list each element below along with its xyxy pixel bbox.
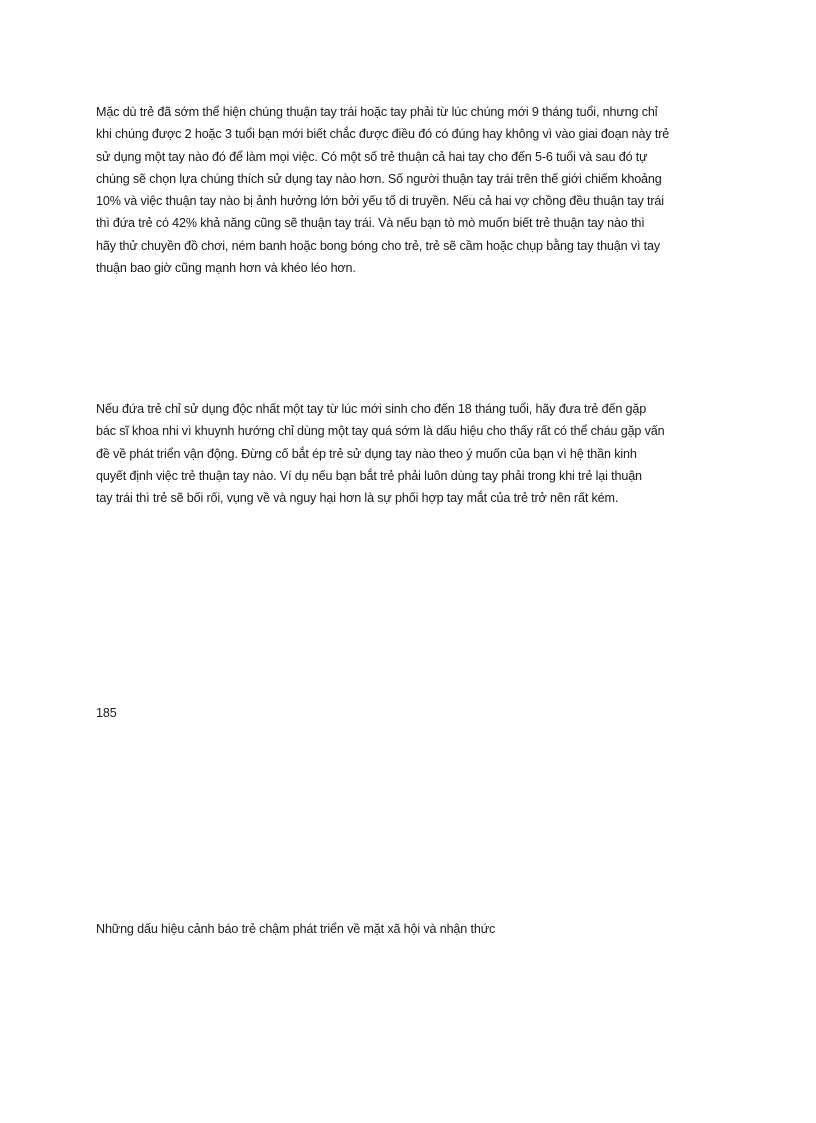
- text-line: bác sĩ khoa nhi vì khuynh hướng chỉ dùng một tay quá sớm là dấu hiệu cho thấy rất có thể cháu gặp vấn: [96, 424, 665, 439]
- text-line: Nếu đứa trẻ chỉ sử dụng độc nhất một tay từ lúc mới sinh cho đến 18 tháng tuổi, hãy đưa trẻ đến gặp: [96, 402, 647, 416]
- text-line: 10% và việc thuận tay nào bị ảnh hưởng lớn bởi yếu tố di truyền. Nếu cả hai vợ chồng đều thuận tay trái: [96, 194, 664, 209]
- text-line: khi chúng được 2 hoặc 3 tuổi bạn mới biết chắc được điều đó có đúng hay không vì vào giai đoạn này trẻ: [96, 127, 670, 142]
- text-line: hãy thử chuyền đồ chơi, ném banh hoặc bong bóng cho trẻ, trẻ sẽ cầm hoặc chụp bằng tay thuận vì tay: [96, 238, 661, 253]
- text-line: thuận bao giờ cũng mạnh hơn và khéo léo hơn.: [96, 261, 356, 276]
- section-heading: Những dấu hiệu cảnh báo trẻ chậm phát triển về mặt xã hội và nhận thức: [96, 922, 496, 936]
- text-line: thì đứa trẻ có 42% khả năng cũng sẽ thuận tay trái. Và nếu bạn tò mò muốn biết trẻ thuận tay nào thì: [96, 216, 645, 231]
- text-line: chúng sẽ chọn lựa chúng thích sử dụng tay nào hơn. Số người thuận tay trái trên thế giới chiếm khoảng: [96, 171, 662, 186]
- page-number: 185: [96, 706, 117, 720]
- text-line: sử dụng một tay nào đó để làm mọi việc. Có một số trẻ thuận cả hai tay cho đến 5-6 tuổi và sau đó tự: [96, 149, 648, 164]
- text-line: tay trái thì trẻ sẽ bối rối, vụng về và nguy hại hơn là sự phối hợp tay mắt của trẻ trở nên rất kém.: [96, 491, 619, 506]
- text-line: quyết định việc trẻ thuận tay nào. Ví dụ nếu bạn bắt trẻ phải luôn dùng tay phải trong khi trẻ lại thuận: [96, 468, 642, 483]
- text-line: Mặc dù trẻ đã sớm thể hiện chúng thuận tay trái hoặc tay phải từ lúc chúng mới 9 tháng tuổi, nhưng chỉ: [96, 105, 658, 119]
- paragraph-handedness-development: [96, 101, 669, 279]
- paragraph-single-hand-warning: [96, 398, 664, 509]
- text-line: đề về phát triển vận động. Đừng cố bắt ép trẻ sử dụng tay nào theo ý muốn của bạn vì hệ thần kinh: [96, 446, 637, 461]
